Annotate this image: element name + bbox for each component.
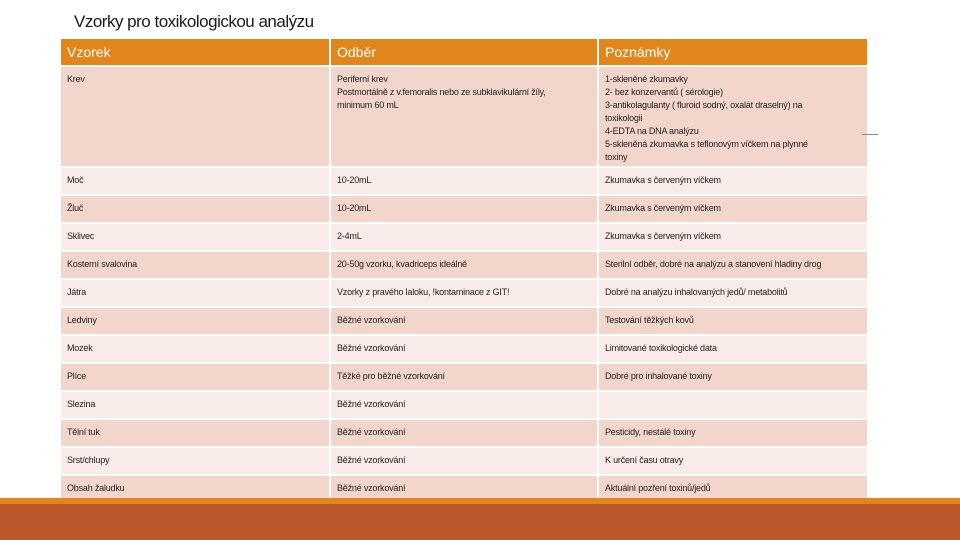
cell-collection-line: 2-4mL [337,231,362,241]
table-row [61,67,867,166]
cell-sample: Obsah žaludku [61,476,329,502]
cell-notes [599,420,867,446]
cell-collection-line: Běžné vzorkování [337,427,406,437]
cell-collection-line: Vzorky z pravého laloku, !kontaminace z GIT! [337,287,510,297]
decorative-line [862,134,878,135]
table-header-row [61,39,867,65]
cell-notes [599,364,867,390]
cell-sample: Sklivec [61,224,329,250]
table-row [61,168,867,194]
cell-notes [599,168,867,194]
header-odber: Odběr [331,39,597,65]
cell-notes-line: Sterilní odběr, dobré na analýzu a stanovení hladiny drog [605,259,822,269]
cell-collection-line: Běžné vzorkování [337,399,406,409]
cell-collection-line: 10-20mL [337,175,372,185]
cell-sample: Játra [61,280,329,306]
cell-collection [331,364,597,390]
cell-notes [599,252,867,278]
table-row [61,308,867,334]
cell-notes [599,196,867,222]
cell-sample: Ledviny [61,308,329,334]
cell-notes-line: K určení času otravy [605,455,684,465]
cell-sample: Plíce [61,364,329,390]
slide-title: Vzorky pro toxikologickou analýzu [74,12,314,31]
cell-collection-line: Běžné vzorkování [337,315,406,325]
cell-collection [331,224,597,250]
cell-notes [599,308,867,334]
cell-sample: Kosterní svalovina [61,252,329,278]
cell-collection [331,336,597,362]
cell-collection [331,168,597,194]
cell-collection [331,392,597,418]
table-row [61,336,867,362]
header-vzorek: Vzorek [61,39,329,65]
table-body [61,67,867,502]
cell-notes [599,67,867,166]
cell-sample: Mozek [61,336,329,362]
table-row [61,252,867,278]
cell-collection [331,308,597,334]
cell-sample: Srst/chlupy [61,448,329,474]
cell-notes-line: toxikologii [605,113,643,123]
cell-notes-line: Zkumavka s červeným víčkem [605,175,721,185]
cell-notes-line: Zkumavka s červeným víčkem [605,203,721,213]
cell-notes-line: 4-EDTA na DNA analýzu [605,126,699,136]
cell-collection-line: Běžné vzorkování [337,343,406,353]
cell-notes-line: 5-skleněná zkumavka s teflonovým víčkem na plynné [605,139,808,149]
cell-collection [331,67,597,166]
cell-notes [599,336,867,362]
cell-notes [599,280,867,306]
table-row [61,280,867,306]
cell-notes-line: Pesticidy, nestálé toxiny [605,427,696,437]
cell-notes-line: Aktuální pozření toxinů/jedů [605,483,711,493]
cell-sample: Krev [61,67,329,166]
header-poznamky: Poznámky [599,39,867,65]
cell-collection [331,196,597,222]
table-row [61,392,867,418]
cell-collection [331,252,597,278]
cell-sample: Slezina [61,392,329,418]
cell-collection-line: Těžké pro běžné vzorkování [337,371,445,381]
table-row [61,364,867,390]
table-row [61,448,867,474]
cell-notes [599,224,867,250]
cell-collection-line: 20-50g vzorku, kvadriceps ideálně [337,259,467,269]
cell-notes-line: Dobré na analýzu inhalovaných jedů/ metabolitů [605,287,788,297]
cell-collection-line: minimum 60 mL [337,100,399,110]
cell-notes [599,448,867,474]
table-row [61,224,867,250]
cell-collection-line: Postmortálně z v.femoralis nebo ze subklavikulární žíly, [337,87,546,97]
table-row [61,196,867,222]
cell-collection-line: 10-20mL [337,203,372,213]
cell-notes-line: toxiny [605,152,628,162]
cell-notes-line: Dobré pro inhalované toxiny [605,371,712,381]
table-row [61,420,867,446]
cell-notes-line: Limitované toxikologické data [605,343,717,353]
cell-notes-line: 1-skleněné zkumavky [605,74,688,84]
cell-notes-line: 2- bez konzervantů ( sérologie) [605,87,723,97]
cell-collection-line: Periferní krev [337,74,388,84]
cell-collection [331,420,597,446]
cell-collection [331,280,597,306]
cell-sample: Moč [61,168,329,194]
cell-sample: Tělní tuk [61,420,329,446]
cell-collection [331,448,597,474]
cell-sample: Žluč [61,196,329,222]
cell-notes-line: Testování těžkých kovů [605,315,694,325]
footer-band [0,504,960,540]
cell-notes [599,392,867,418]
cell-collection-line: Běžné vzorkování [337,455,406,465]
cell-notes-line: Zkumavka s červeným víčkem [605,231,721,241]
cell-notes-line: 3-antikolagulanty ( fluroid sodný, oxalát draselný) na [605,100,803,110]
cell-collection-line: Běžné vzorkování [337,483,406,493]
samples-table [59,37,869,504]
